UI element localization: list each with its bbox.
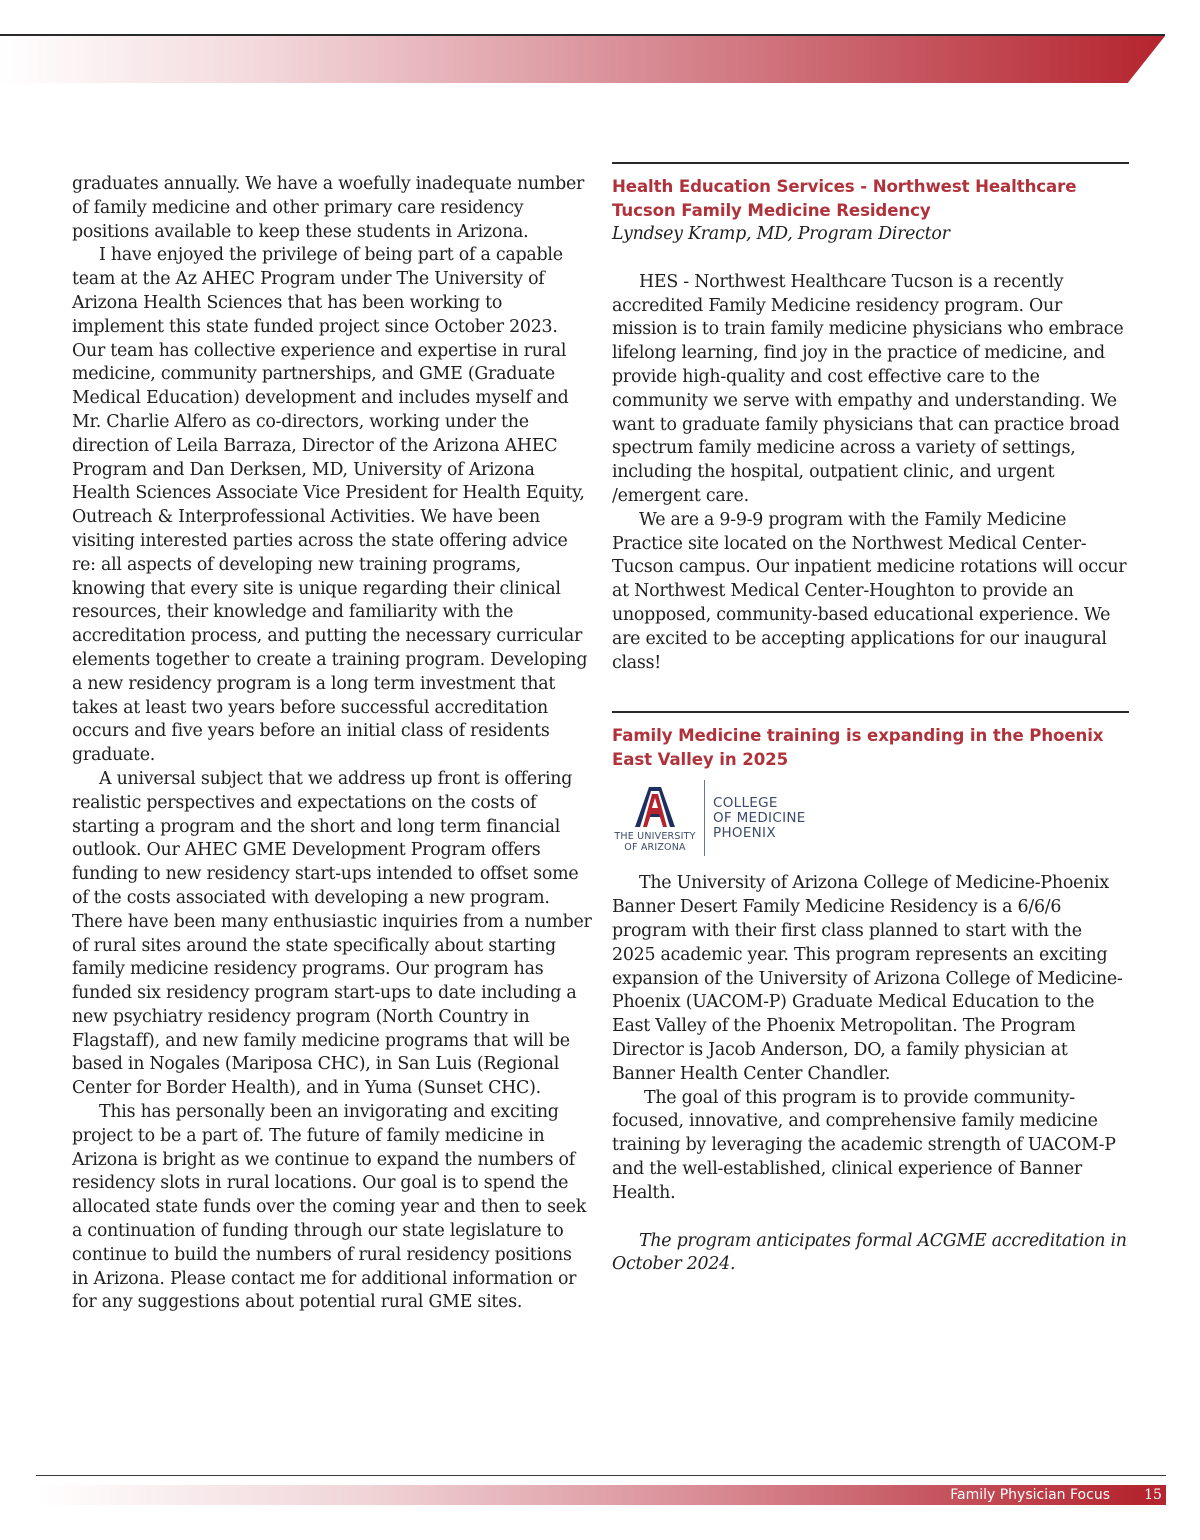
logo-college-line: OF MEDICINE <box>713 809 806 826</box>
left-paragraph-3: A universal subject that we address up front is offering realistic perspectives and expectations on the costs of starting a program and the short and long term financial outlook. Our AHEC GME Development Program offers funding to new residency start-ups intended to offset some of the costs associated with developing a new program. There have been many enthusiastic inquiries from a number of rural sites around the state specifically about starting family medicine residency programs. Our program has funded six residency program start-ups to date including a new psychiatry residency program (North Country in Flagstaff), and new family medicine programs that will be based in Nogales (Mariposa CHC), in San Luis (Regional Center for Border Health), and in Yuma (Sunset CHC). <box>72 768 592 1099</box>
section-heading <box>612 724 1129 772</box>
author-byline: Lyndsey Kramp, MD, Program Director <box>612 224 950 244</box>
hes-paragraph-2: We are a 9-9-9 program with the Family Medicine Practice site located on the Northwest Medical Center-Tucson campus. Our inpatient medicine rotations will occur at Northwest Medical Center-Houghton to provide an unopposed, community-based educational experience. We are excited to be accepting applications for our inaugural class! <box>612 509 1127 673</box>
logo-university-line: OF ARIZONA <box>624 842 686 854</box>
phoenix-paragraph-2: The goal of this program is to provide community-focused, innovative, and comprehensive family medicine training by leveraging the academic strength of UACOM-P and the well-established, clinical experience of Banner Health. <box>612 1087 1116 1203</box>
publication-name: Family Physician Focus <box>950 1487 1110 1503</box>
section-phoenix <box>612 711 1129 1277</box>
left-paragraph-2: I have enjoyed the privilege of being part of a capable team at the Az AHEC Program under The University of Arizona Health Sciences that has been working to implement this state funded project since October 2023. Our team has collective experience and expertise in rural medicine, community partnerships, and GME (Graduate Medical Education) development and includes myself and Mr. Charlie Alfero as co-directors, working under the direction of Leila Barraza, Director of the Arizona AHEC Program and Dan Derksen, MD, University of Arizona Health Sciences Associate Vice President for Health Equity, Outreach & Interprofessional Activities. We have been visiting interested parties across the state offering advice re: all aspects of developing new training programs, knowing that every site is unique regarding their clinical resources, their knowledge and familiarity with the accreditation process, and putting the necessary curricular elements together to create a training program. Developing a new residency program is a long term investment that takes at least two years before successful accreditation occurs and five years before an initial class of residents graduate. <box>72 245 588 766</box>
right-column <box>612 162 1129 1277</box>
closing-note: The program anticipates formal ACGME accreditation in October 2024. <box>612 1230 1127 1275</box>
section-heading-line: Health Education Services - Northwest Healthcare <box>612 177 1077 196</box>
section-divider <box>612 162 1129 164</box>
left-paragraph-4: This has personally been an invigorating and exciting project to be a part of. The future of family medicine in Arizona is bright as we continue to expand the numbers of residency slots in rural locations. Our goal is to spend the allocated state funds over the coming year and then to seek a continuation of funding through our state legislature to continue to build the numbers of rural residency positions in Arizona. Please contact me for additional information or for any suggestions about potential rural GME sites. <box>72 1102 587 1313</box>
left-column <box>72 173 592 1315</box>
left-paragraph-1: graduates annually. We have a woefully inadequate number of family medicine and other primary care residency positions available to keep these students in Arizona. <box>72 174 585 242</box>
logo-divider <box>704 780 705 856</box>
logo-college-text <box>713 796 806 841</box>
section-heading-line: East Valley in 2025 <box>612 750 789 770</box>
footer-rule <box>36 1475 1166 1476</box>
hes-paragraph-1: HES - Northwest Healthcare Tucson is a recently accredited Family Medicine residency program. Our mission is to train family medicine physicians who embrace lifelong learning, find joy in the practice of medicine, and provide high-quality and cost effective care to the community we serve with empathy and understanding. We want to graduate family physicians that can practice broad spectrum family medicine across a variety of settings, including the hospital, outpatient clinic, and urgent /emergent care. <box>612 271 1124 506</box>
university-seal <box>612 783 698 853</box>
phoenix-paragraph-1: The University of Arizona College of Medicine-Phoenix Banner Desert Family Medicine Residency is a 6/6/6 program with their first class planned to start with the 2025 academic year. This program represents an exciting expansion of the University of Arizona College of Medicine-Phoenix (UACOM-P) Graduate Medical Education to the East Valley of the Phoenix Metropolitan. The Program Director is Jacob Anderson, DO, a family physician at Banner Health Center Chandler. <box>612 873 1123 1084</box>
logo-university-line: THE UNIVERSITY <box>614 831 696 843</box>
logo-college-line: COLLEGE <box>713 794 778 811</box>
header-banner <box>0 36 1165 83</box>
page-number: 15 <box>1140 1485 1166 1505</box>
uacom-phoenix-logo <box>612 776 1129 860</box>
section-hes <box>612 162 1129 675</box>
logo-college-line: PHOENIX <box>713 824 776 841</box>
arizona-a-icon <box>631 783 679 831</box>
section-divider <box>612 711 1129 713</box>
section-heading <box>612 175 1129 223</box>
section-heading-line: Tucson Family Medicine Residency <box>612 201 931 220</box>
header-rule <box>0 34 1165 36</box>
section-heading-line: Family Medicine training is expanding in the Phoenix <box>612 726 1104 746</box>
